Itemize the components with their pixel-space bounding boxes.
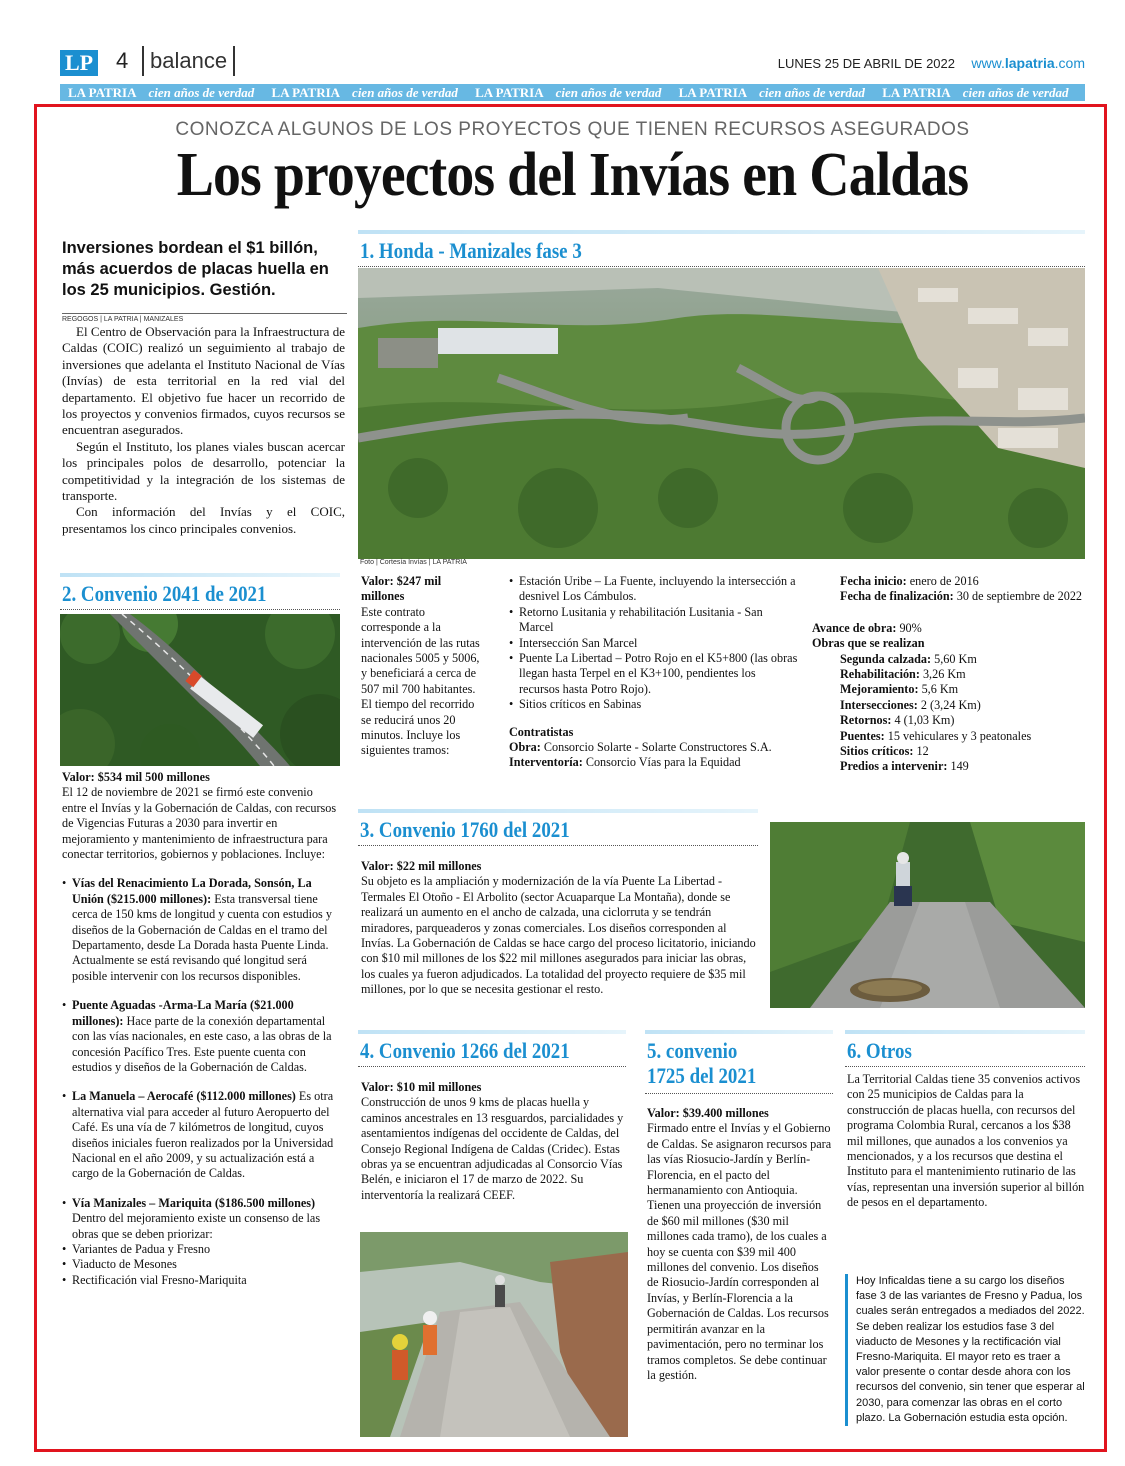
section-bar bbox=[845, 1030, 1085, 1034]
inficaldas-note: Hoy Inficaldas tiene a su cargo los diseños fase 3 de las variantes de Fresno y Padua, los cuales serán entregados a mediados del 2022. Se deben realizar los estudios fase 3 del viaducto de Mesones y la rectificación vial Fresno-Mariquita. El mayor reto es traer a valor presente o contar desde ahora con los recursos del convenio, sin tener que esperar al 2030, para comenzar las obras en el corto plazo. La Gobernación estudia esta opción. bbox=[845, 1274, 1085, 1426]
page-number: 4 bbox=[116, 48, 129, 73]
convenio-item: • La Manuela – Aerocafé ($112.000 millones) Es otra alternativa vial para acceder al futuro Aeropuerto del Café. Es una vía de 7 kilómetros de longitud, cuyos diseños iniciales fueron realizados por la Universidad Nacional en el año 2009, y su actualización está a cargo de la Gobernación de Caldas. bbox=[62, 1089, 340, 1181]
section-5-body bbox=[647, 1106, 832, 1383]
section-2-body bbox=[62, 770, 340, 1288]
tramo-item: • Estación Uribe – La Fuente, incluyendo la intersección a desnivel Los Cámbulos. bbox=[509, 574, 799, 605]
obra-item: Intersecciones: 2 (3,24 Km) bbox=[840, 697, 981, 712]
section-bar bbox=[645, 1030, 833, 1034]
article-intro bbox=[62, 324, 345, 537]
tramo-item: • Intersección San Marcel bbox=[509, 636, 799, 651]
section-rule bbox=[845, 1066, 1085, 1067]
section-4-text: Construcción de unos 9 kms de placas huella y caminos ancestrales en 13 resguardos, parcialidades y asentamientos indígenas del occidente de Caldas, del Consejo Regional Indígena de Caldas (Cridec). Estas obras ya se encuentran adjudicadas al Consorcio Vías Belén, e iniciaron el 17 de marzo de 2022. Su interventoría la realizará CEEF. bbox=[361, 1095, 624, 1202]
section-3-body bbox=[361, 859, 761, 998]
section-rule bbox=[60, 609, 340, 610]
tramo-item: • Puente La Libertad – Potro Rojo en el K5+800 (las obras llegan hasta Terpel en el K3+100, pendientes los recursos hasta Potro Rojo). bbox=[509, 651, 799, 697]
section-4-body bbox=[361, 1080, 627, 1203]
brand-strip: LA PATRIA cien años de verdad LA PATRIA cien años de verdad LA PATRIA cien años de verdad LA PATRIA cien años de verdad LA PATRIA cien años de verdad bbox=[60, 84, 1085, 101]
section-2-title: 2. Convenio 2041 de 2021 bbox=[62, 581, 267, 606]
section-3-text: Su objeto es la ampliación y modernización de la vía Puente La Libertad - Termales El Otoño - El Arbolito (sector Acuaparque La Montaña), donde se realizará un aumento en el ancho de calzada, una ciclorruta y se tendrán miradores, parqueaderos y zonas comerciales. Los diseños corresponden al Invías. La Gobernación de Caldas se hace cargo del proceso licitatorio, iniciando con $10 mil millones de los $22 mil millones asegurados para iniciar las obras, los cuales ya fueron adjudicados. La totalidad del proyecto requiere de $35 mil millones, por lo que se necesita gestionar el resto. bbox=[361, 874, 756, 997]
section-rule bbox=[358, 266, 1085, 267]
article-headline: Los proyectos del Invías en Caldas bbox=[176, 141, 969, 209]
article-kicker: CONOZCA ALGUNOS DE LOS PROYECTOS QUE TIENEN RECURSOS ASEGURADOS bbox=[175, 119, 970, 140]
highway-trucks-photo bbox=[60, 614, 340, 766]
tramo-item: • Sitios críticos en Sabinas bbox=[509, 697, 799, 712]
obra-item: Rehabilitación: 3,26 Km bbox=[840, 667, 966, 682]
section-6-title: 6. Otros bbox=[847, 1038, 912, 1063]
obras-title: Obras que se realizan bbox=[812, 636, 925, 651]
section-3-title: 3. Convenio 1760 del 2021 bbox=[360, 817, 570, 842]
section-rule bbox=[645, 1093, 833, 1094]
section-3-valor: Valor: $22 mil millones bbox=[361, 859, 482, 873]
section-1-summary: Valor: $247 mil millones Este contrato corresponde a la intervención de las rutas nacionales 5005 y 5006, y beneficiará a cerca de 507 mil 700 habitantes. El tiempo del recorrido se reducirá unos 20 minutos. Incluye los siguientes tramos: bbox=[361, 574, 486, 759]
section-4-valor: Valor: $10 mil millones bbox=[361, 1080, 482, 1094]
section-6-body bbox=[847, 1072, 1085, 1211]
obra-item: Sitios críticos: 12 bbox=[840, 744, 929, 759]
section-1-facts: Fecha inicio: enero de 2016 Fecha de finalización: 30 de septiembre de 2022 Avance de obra: 90% Obras que se realizan Segunda calzada: 5,60 Km Rehabilitación: 3,26 Km Mejoramiento: 5,6 Km Intersecciones: 2 (3,24 Km) Retornos: 4 (1,03 Km) Puentes: 15 vehiculares y 3 peatonales Sitios críticos: 12 Predios a intervenir: 149 bbox=[812, 574, 1087, 775]
intro-paragraph: Con información del Invías y el COIC, presentamos los cinco principales convenios. bbox=[62, 504, 345, 536]
priority-item: • Viaducto de Mesones bbox=[62, 1257, 340, 1272]
contratistas-title: Contratistas bbox=[509, 724, 574, 739]
priority-item: • Rectificación vial Fresno-Mariquita bbox=[62, 1273, 340, 1288]
article-lead: Inversiones bordean el $1 billón, más acuerdos de placas huella en los 25 municipios. Gestión. bbox=[62, 239, 329, 299]
obra-item: Mejoramiento: 5,6 Km bbox=[840, 682, 959, 697]
masthead bbox=[60, 46, 1085, 76]
obra-item: Segunda calzada: 5,60 Km bbox=[840, 651, 977, 666]
section-bar bbox=[358, 1030, 626, 1034]
section-2-intro: El 12 de noviembre de 2021 se firmó este convenio entre el Invías y la Gobernación de Caldas, con recursos de Vigencias Futuras a 2030 para invertir en mejoramiento y mantenimiento de infraestructura para conectar territorios, gobiernos y poblaciones. Incluye: bbox=[62, 785, 337, 862]
intro-paragraph: El Centro de Observación para la Infraestructura de Caldas (COIC) realizó un seguimiento al trabajo de inversiones que adelanta el Instituto Nacional de Vías (Invías) de esta territorial en la red vial del departamento. El objetivo fue hacer un recorrido de los proyectos y convenios firmados, cuyos recursos se encuentran asegurados. bbox=[62, 324, 345, 438]
issue-date: LUNES 25 DE ABRIL DE 2022 bbox=[777, 56, 955, 71]
section-4-title: 4. Convenio 1266 del 2021 bbox=[360, 1038, 570, 1063]
tramo-item: • Retorno Lusitania y rehabilitación Lusitania - San Marcel bbox=[509, 605, 799, 636]
section-1-tramos: • Estación Uribe – La Fuente, incluyendo la intersección a desnivel Los Cámbulos. • Retorno Lusitania y rehabilitación Lusitania - San Marcel • Intersección San Marcel • Puente La Libertad – Potro Rojo en el K5+800 (las obras llegan hasta Terpel en el K3+100, pendientes los recursos hasta Potro Rojo). • Sitios críticos en Sabinas Contratistas Obra: Consorcio Solarte - Solarte Constructores S.A. Interventoría: Consorcio Vías para la Equidad bbox=[509, 574, 799, 771]
obra-item: Puentes: 15 vehiculares y 3 peatonales bbox=[840, 728, 1032, 743]
newspaper-logo[interactable]: LP bbox=[60, 50, 98, 76]
section-2-valor: Valor: $534 mil 500 millones bbox=[62, 770, 210, 784]
section-bar bbox=[60, 573, 340, 577]
section-6-text: La Territorial Caldas tiene 35 convenios activos con 25 municipios de Caldas para la construcción de placas huella, con recursos del programa Colombia Rural, cercanos a los $38 mil millones, que aunados a los convenios ya mencionados, y a los recursos que destina el Instituto para el mantenimiento rutinario de las vías, representan una inversión superior al billón de pesos en el departamento. bbox=[847, 1072, 1085, 1210]
section-5-valor: Valor: $39.400 millones bbox=[647, 1106, 769, 1120]
section-bar bbox=[358, 230, 1085, 234]
obra-item: Predios a intervenir: 149 bbox=[840, 759, 969, 774]
convenio-item: • Vías del Renacimiento La Dorada, Sonsón, La Unión ($215.000 millones): Esta transversal tiene cerca de 150 kms de longitud y cuenta con estudios y diseños de la Gobernación de Caldas en el tramo del Departamento, desde La Dorada hasta Puente Linda. Actualmente se está revisando qué longitud será posible intervenir con los recursos disponibles. bbox=[62, 876, 340, 984]
section-1-description: Este contrato corresponde a la intervención de las rutas nacionales 5005 y 5006, y beneficiará a cerca de 507 mil 700 habitantes. El tiempo del recorrido se reducirá unos 20 minutos. Incluye los siguientes tramos: bbox=[361, 604, 480, 758]
section-5-text: Firmado entre el Invías y el Gobierno de Caldas. Se asignaron recursos para las vías Riosucio-Jardín y Berlín-Florencia, en el pacto del hermanamiento con Antioquia. Tienen una proyección de inversión de $60 mil millones ($30 mil millones cada tramo), de los cuales a hoy se cuenta con $39 mil 400 millones del convenio. Los diseños de Riosucio-Jardín corresponden al Invías, y Berlín-Florencia a la Gobernación de Caldas. Los recursos permitirán avanzar en la pavimentación, pero no terminar los tramos completos. Se debe continuar la gestión. bbox=[647, 1121, 832, 1382]
section-rule bbox=[358, 1066, 626, 1067]
section-name: balance bbox=[142, 46, 235, 76]
honda-manizales-aerial-photo bbox=[358, 268, 1085, 559]
section-5-title: 5. convenio 1725 del 2021 bbox=[647, 1038, 757, 1088]
placa-huella-workers-photo bbox=[360, 1232, 628, 1437]
photo-credit: Foto | Cortesía Invías | LA PATRIA bbox=[360, 559, 467, 566]
site-url-link[interactable]: www.lapatria.com bbox=[971, 55, 1085, 71]
intro-paragraph: Según el Instituto, los planes viales buscan acercar los principales polos de desarrollo, potenciar la competitividad y la integración de los sistemas de transporte. bbox=[62, 438, 345, 504]
motorcycle-road-photo bbox=[770, 822, 1085, 1008]
section-bar bbox=[358, 809, 758, 813]
convenio-item: • Puente Aguadas -Arma-La María ($21.000 millones): Hace parte de la conexión departamental con las vías nacionales, en este caso, a las obras de la concesión Pacífico Tres. Este puente cuenta con estudios y diseños de la Gobernación de Caldas. bbox=[62, 998, 340, 1075]
obra-item: Retornos: 4 (1,03 Km) bbox=[840, 713, 955, 728]
section-1-title: 1. Honda - Manizales fase 3 bbox=[360, 238, 582, 263]
article-byline: REGOGOS | LA PATRIA | MANIZALES bbox=[62, 313, 347, 323]
convenio-item: • Vía Manizales – Mariquita ($186.500 millones) Dentro del mejoramiento existe un consenso de las obras que se deben priorizar: bbox=[62, 1196, 340, 1242]
priority-item: • Variantes de Padua y Fresno bbox=[62, 1242, 340, 1257]
section-rule bbox=[358, 845, 758, 846]
